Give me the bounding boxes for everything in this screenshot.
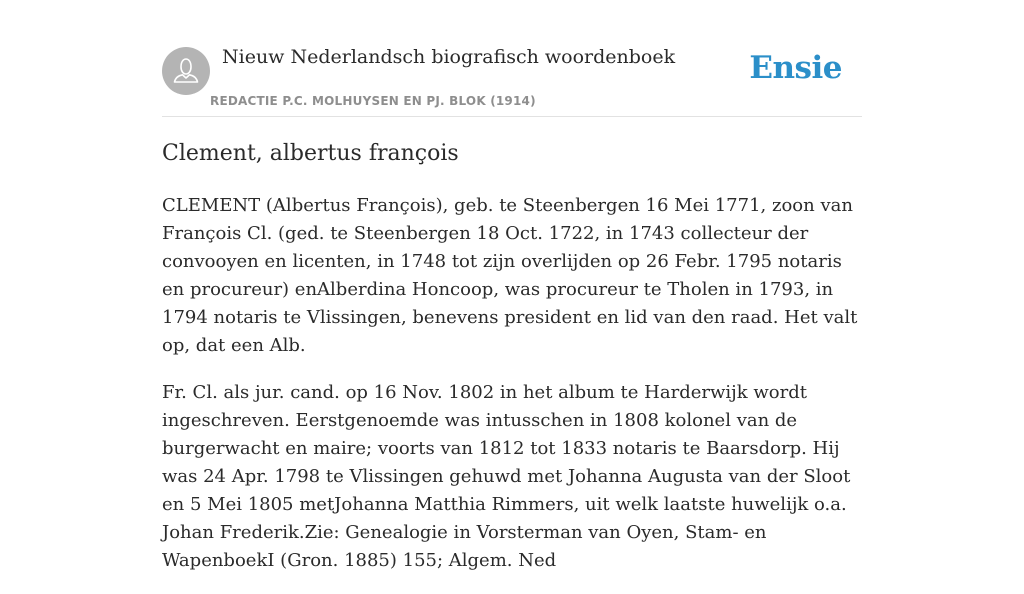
user-silhouette-icon (162, 47, 210, 95)
ensie-logo[interactable]: Ensie (749, 50, 842, 86)
author-avatar[interactable] (162, 47, 210, 95)
entry-paragraph: CLEMENT (Albertus François), geb. te Steenbergen 16 Mei 1771, zoon van François Cl. (ged. te Steenbergen 18 Oct. 1722, in 1743 collecteur der convooyen en licenten, in 1748 tot zijn overlijden op 26 Febr. 1795 notaris en procureur) enAlberdina Honcoop, was procureur te Tholen in 1793, in 1794 notaris te Vlissingen, benevens president en lid van den raad. Het valt op, dat een Alb. (162, 195, 858, 356)
book-title[interactable]: Nieuw Nederlandsch biografisch woordenboek (222, 46, 676, 68)
entry-content (162, 138, 866, 594)
entry-title: Clement, albertus françois (162, 141, 459, 166)
source-header (162, 0, 862, 117)
book-editor: REDACTIE P.C. MOLHUYSEN EN PJ. BLOK (1914) (210, 94, 536, 108)
entry-paragraph: Fr. Cl. als jur. cand. op 16 Nov. 1802 in het album te Harderwijk wordt ingeschreven. Eerstgenoemde was intusschen in 1808 kolonel van de burgerwacht en maire; voorts van 1812 tot 1833 notaris te Baarsdorp. Hij was 24 Apr. 1798 te Vlissingen gehuwd met Johanna Augusta van der Sloot en 5 Mei 1805 metJohanna Matthia Rimmers, uit welk laatste huwelijk o.a. Johan Frederik.Zie: Genealogie in Vorsterman van Oyen, Stam- en WapenboekI (Gron. 1885) 155; Algem. Ned (162, 382, 851, 571)
